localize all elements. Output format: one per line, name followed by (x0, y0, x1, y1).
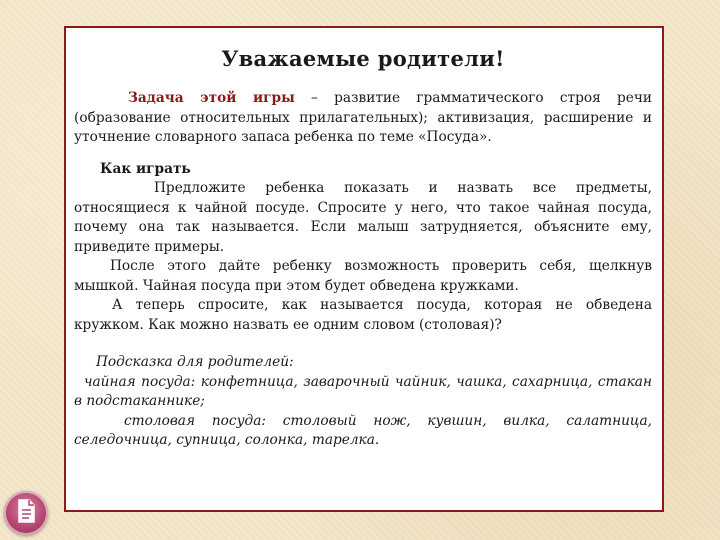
page-title: Уважаемые родители! (221, 46, 505, 71)
task-paragraph (74, 89, 652, 148)
howto-paragraph-3: А теперь спросите, как называется посуда, которая не обведена кружком. Как можно назвать ее одним словом (столовая)? (74, 297, 652, 333)
task-text: – развитие грамматического строя речи (образование относительных прилагательных); активизация, расширение и уточнение словарного запаса ребенка по теме «Посуда». (74, 90, 652, 145)
hint-tea-ware: чайная посуда: конфетница, заварочный чайник, чашка, сахарница, стакан в подстаканнике; (74, 373, 652, 409)
howto-heading: Как играть (100, 160, 191, 177)
task-lead: Задача этой игры (128, 90, 295, 106)
howto-paragraph-2: После этого дайте ребенку возможность проверить себя, щелкнув мышкой. Чайная посуда при этом будет обведена кружками. (74, 258, 652, 294)
howto-paragraph-1: Предложите ребенка показать и назвать все предметы, относящиеся к чайной посуде. Спросите у него, что такое чайная посуда, почему она так называется. Если малыш затрудняется, объясните ему, приведите примеры. (74, 180, 652, 255)
hint-heading: Подсказка для родителей: (96, 354, 294, 370)
document-nav-button[interactable] (4, 491, 48, 535)
document-icon (16, 499, 36, 527)
instruction-card (64, 26, 664, 512)
hint-table-ware: столовая посуда: столовый нож, кувшин, вилка, салатница, селедочница, супница, солонка, тарелка. (74, 412, 652, 448)
